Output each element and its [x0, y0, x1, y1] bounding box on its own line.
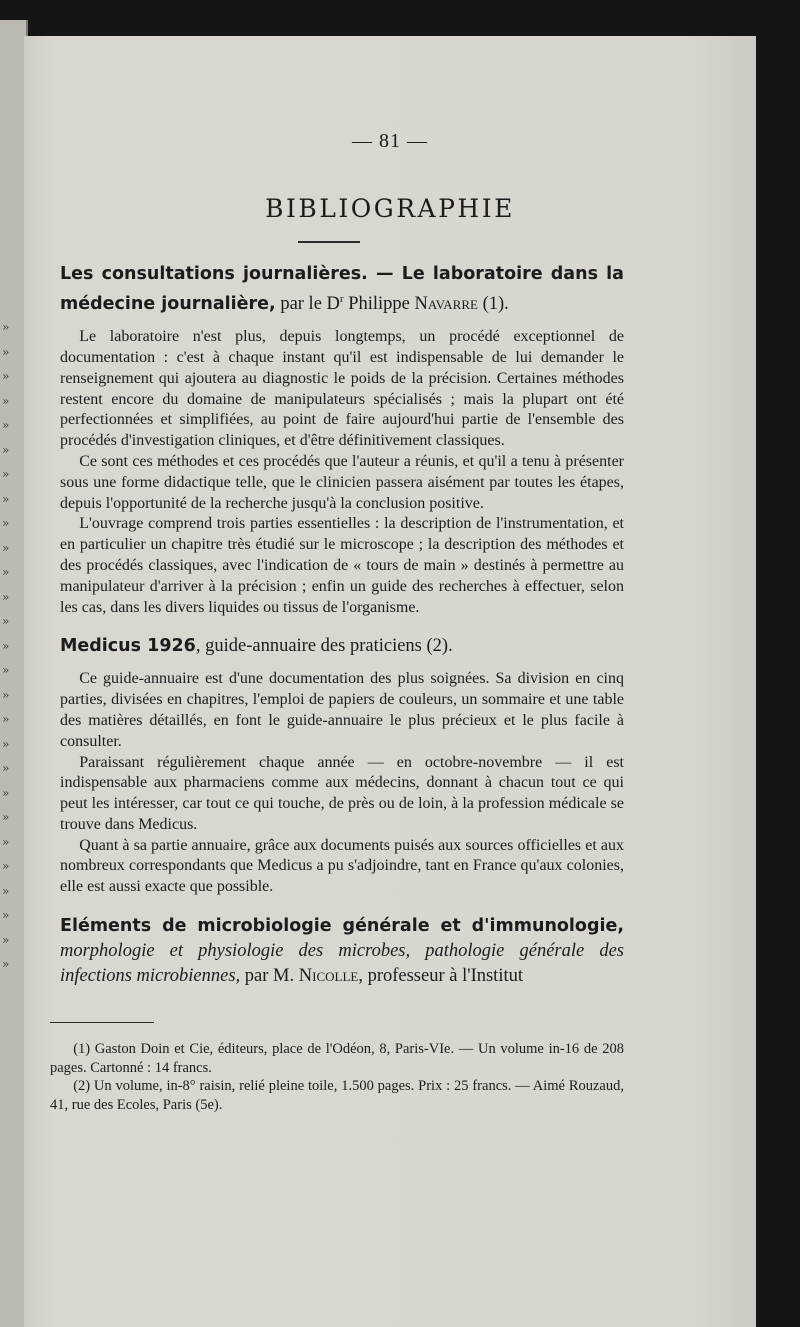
bibliography-entry — [60, 262, 624, 618]
entry-author-firstname: Philippe — [343, 294, 415, 315]
entry-paragraph: Le laboratoire n'est plus, depuis longtemps, un procédé exceptionnel de documentation : c'est à chaque instant qu'il est indispensable de lui demander le renseignement qui ajoutera au diagnostic le poids de la précision. Certaines méthodes restent encore du domaine de manipulateurs spécialisés ; mais la plupart ont été perfectionnées et simplifiées, au point de faire aujourd'hui partie de l'ensemble des procédés d'investigation cliniques, et d'être définitivement classiques. — [60, 328, 624, 450]
facing-page-mark: » — [2, 834, 10, 849]
entry-title — [60, 262, 624, 317]
facing-page-mark: » — [2, 344, 10, 359]
entry-paragraph: Paraissant régulièrement chaque année — en octobre-novembre — il est indispensable aux pharmaciens comme aux médecins, donnant à chacun tout ce qui peut les intéresser, car tout ce qui touche, de près ou de loin, à la profession médicale se trouve dans Medicus. — [60, 753, 624, 833]
facing-page-mark: » — [2, 859, 10, 873]
facing-page-mark: » — [2, 491, 10, 506]
entry-title-tail: , professeur à l'Institut — [358, 966, 523, 987]
bibliography-entry — [60, 914, 624, 989]
entry-title-rest: , guide-annuaire des praticiens (2). — [195, 636, 453, 657]
footnote: (1) Gaston Doin et Cie, éditeurs, place de l'Odéon, 8, Paris-VIe. — Un volume in-16 de 208 pages. Cartonné : 14 francs. — [50, 1041, 624, 1076]
facing-page-mark: » — [2, 883, 10, 898]
heading-divider — [298, 241, 360, 243]
facing-page-mark: » — [2, 908, 10, 922]
facing-page-mark: » — [2, 442, 10, 457]
facing-page-mark: » — [2, 932, 10, 947]
facing-page-mark: » — [2, 736, 10, 751]
entry-author-prefix: par M. — [240, 966, 299, 987]
entry-title-bold: Les consultations journalières. — Le laboratoire dans la médecine journalière, — [60, 264, 624, 315]
facing-page-mark: » — [2, 516, 10, 530]
footnote-divider — [50, 1022, 154, 1023]
entry-paragraph: Ce sont ces méthodes et ces procédés que l'auteur a réunis, et qu'il a tenu à présenter sous une forme didactique telle, que le clinicien passera aisément par toutes les étapes, depuis l'opportunité de la recherche jusqu'à la conclusion positive. — [60, 452, 624, 512]
entry-title-bold: Eléments de microbiologie générale et d'immunologie, — [60, 916, 624, 937]
facing-page-mark: » — [2, 589, 10, 604]
facing-page-mark: » — [2, 957, 10, 971]
facing-page-mark: » — [2, 638, 10, 653]
facing-page-mark: » — [2, 663, 10, 677]
facing-page-mark: » — [2, 761, 10, 775]
facing-page-mark: » — [2, 687, 10, 702]
facing-page-mark: » — [2, 320, 10, 334]
footnote: (2) Un volume, in-8° raisin, relié pleine toile, 1.500 pages. Prix : 25 francs. — Aimé Rouzaud, 41, rue des Ecoles, Paris (5e). — [50, 1078, 624, 1113]
entry-paragraph: Ce guide-annuaire est d'une documentation des plus soignées. Sa division en cinq parties, divisées en chapitres, l'emploi de papiers de couleurs, un sommaire et une table des matières détaillés, en font le guide-annuaire le plus précieux et le plus facile à consulter. — [60, 670, 624, 750]
facing-page-mark: » — [2, 467, 10, 481]
entry-note-ref: (1). — [477, 294, 509, 315]
page-heading: BIBLIOGRAPHIE — [265, 194, 515, 223]
facing-page-mark: » — [2, 785, 10, 800]
facing-page-mark: » — [2, 393, 10, 408]
facing-page-mark: » — [2, 614, 10, 628]
book-page — [24, 36, 756, 1327]
entry-title — [60, 634, 624, 659]
entry-author-title-sup: r — [339, 293, 344, 305]
entry-title-subtitle: morphologie et physiologie des microbes, pathologie générale des infections microbiennes, — [60, 941, 624, 987]
entry-author-prefix: par le D — [275, 294, 340, 315]
facing-page-mark: » — [2, 369, 10, 383]
footnotes — [50, 1040, 624, 1114]
entry-title-bold: Medicus 1926 — [60, 636, 196, 657]
page-number: — 81 — — [352, 130, 428, 152]
bibliography-body — [60, 262, 624, 989]
bibliography-entry — [60, 634, 624, 898]
facing-page-mark: » — [2, 418, 10, 432]
entry-author-name: Navarre — [414, 294, 478, 315]
entry-paragraph: L'ouvrage comprend trois parties essentielles : la description de l'instrumentation, et en particulier un chapitre très étudié sur le microscope ; la description des méthodes et des procédés classiques, avec l'indication de « tours de main » destinés à permettre au manipulateur d'arriver à la précision ; enfin un guide des recherches à effectuer, selon les cas, dans les divers liquides ou tissus de l'organisme. — [60, 515, 624, 616]
facing-page-mark: » — [2, 810, 10, 824]
entry-paragraph: Quant à sa partie annuaire, grâce aux documents puisés aux sources officielles et aux nombreux correspondants que Medicus a pu s'adjoindre, tant en France qu'aux colonies, elle est aussi exacte que possible. — [60, 836, 624, 896]
entry-author-name: Nicolle — [298, 966, 359, 987]
facing-page-mark: » — [2, 540, 10, 555]
facing-page-mark: » — [2, 712, 10, 726]
entry-title — [60, 914, 624, 989]
facing-page-mark: » — [2, 565, 10, 579]
